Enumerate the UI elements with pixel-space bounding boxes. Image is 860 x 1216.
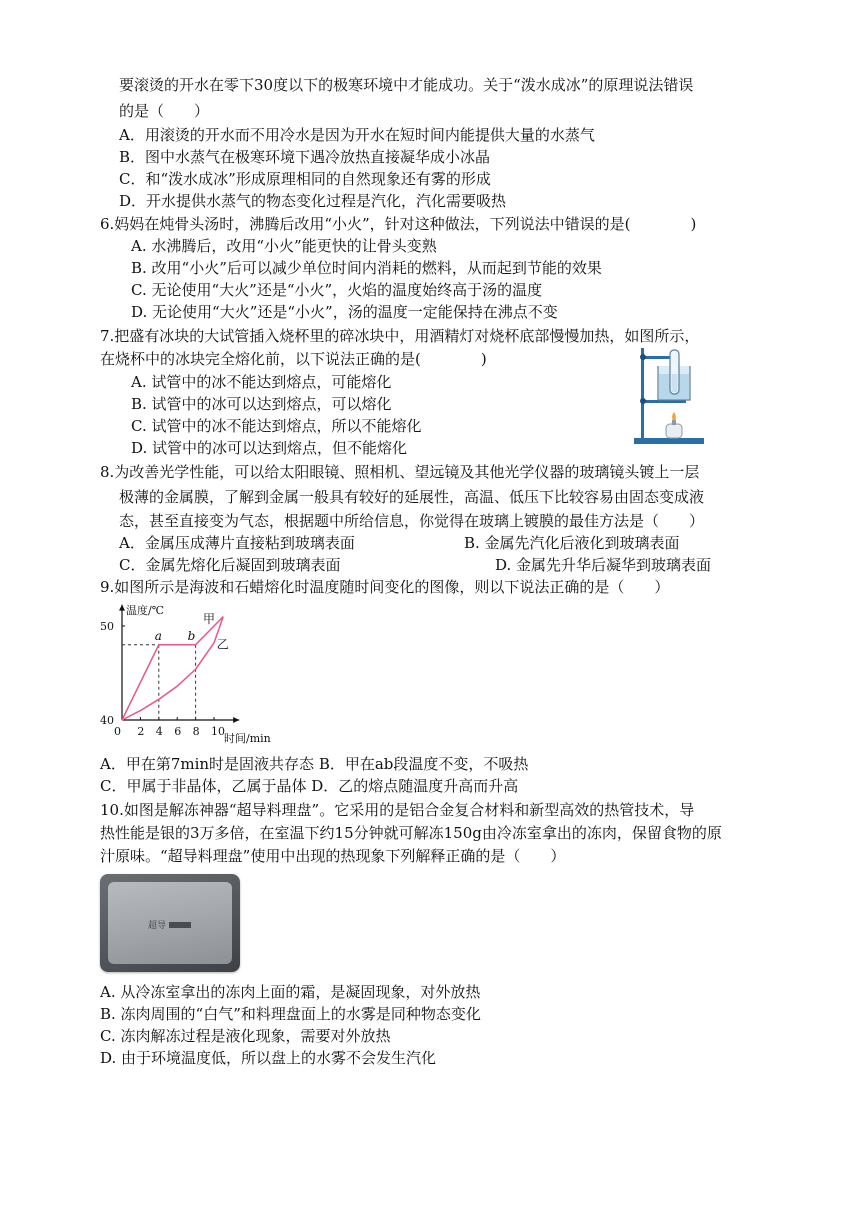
q6-option-c[interactable]: C. 无论使用“大火”还是“小火”，火焰的温度始终高于汤的温度	[131, 281, 543, 299]
point-label-a: a	[154, 628, 162, 643]
q8-option-c[interactable]: C．金属先熔化后凝固到玻璃表面	[119, 556, 341, 574]
lamp-wick	[672, 420, 676, 425]
stand-base	[634, 438, 704, 444]
q8-stem-line3: 态，甚至直接变为气态，根据题中所给信息，你觉得在玻璃上镀膜的最佳方法是（ ）	[119, 512, 705, 530]
x-axis-label: 时间/min	[224, 732, 271, 745]
x-axis-arrow-icon	[233, 717, 239, 723]
q7-stem-line1: 7.把盛有冰块的大试管插入烧杯里的碎冰块中，用酒精灯对烧杯底部慢慢加热，如图所示，	[100, 327, 700, 345]
x-tick-label: 6	[174, 725, 182, 738]
test-tube-ice	[672, 374, 678, 392]
q8-option-a[interactable]: A．金属压成薄片直接粘到玻璃表面	[119, 534, 355, 552]
x-tick-label: 2	[137, 725, 145, 738]
q8-option-b[interactable]: B. 金属先汽化后液化到玻璃表面	[464, 534, 680, 552]
x-tick-label: 0	[114, 725, 121, 738]
q5-option-d[interactable]: D．开水提供水蒸气的物态变化过程是汽化，汽化需要吸热	[119, 192, 507, 210]
q6-stem: 6.妈妈在炖骨头汤时，沸腾后改用“小火”，针对这种做法，下列说法中错误的是( )	[100, 215, 697, 233]
q5-stem-line1: 要滚烫的开水在零下30度以下的极寒环境中才能成功。关于“泼水成冰”的原理说法错误	[119, 76, 694, 94]
x-tick-label: 4	[155, 725, 163, 738]
q9-options-c-d[interactable]: C．甲属于非晶体，乙属于晶体 D．乙的熔点随温度升高而升高	[100, 777, 519, 795]
q10-option-a[interactable]: A. 从冷冻室拿出的冻肉上面的霜，是凝固现象，对外放热	[100, 983, 481, 1001]
tray-logo-text: 超导	[148, 921, 167, 931]
temperature-time-chart	[96, 600, 296, 746]
series-name-jia: 甲	[202, 612, 215, 627]
y-tick-label: 50	[100, 620, 114, 633]
q10-option-d[interactable]: D. 由于环境温度低，所以盘上的水雾不会发生汽化	[100, 1049, 437, 1067]
q7-option-c[interactable]: C. 试管中的冰不能达到熔点，所以不能熔化	[131, 417, 422, 435]
q5-option-b[interactable]: B．图中水蒸气在极寒环境下遇冷放热直接凝华成小冰晶	[119, 148, 491, 166]
tray-logo	[148, 918, 191, 931]
tray-logo-stripe-icon	[169, 922, 191, 928]
x-tick-label: 8	[192, 725, 200, 738]
q5-option-c[interactable]: C．和“泼水成冰”形成原理相同的自然现象还有雾的形成	[119, 170, 491, 188]
lab-apparatus-illustration	[628, 344, 708, 446]
alcohol-lamp	[666, 424, 682, 438]
q7-option-b[interactable]: B. 试管中的冰可以达到熔点，可以熔化	[131, 395, 392, 413]
y-axis-label: 温度/℃	[126, 604, 165, 617]
q9-options-a-b[interactable]: A．甲在第7min时是固液共存态 B．甲在ab段温度不变，不吸热	[100, 755, 529, 773]
point-label-b: b	[187, 628, 196, 643]
q7-option-d[interactable]: D. 试管中的冰可以达到熔点，但不能熔化	[131, 439, 408, 457]
thawing-tray-image	[100, 874, 240, 972]
q8-stem-line1: 8.为改善光学性能，可以给太阳眼镜、照相机、望远镜及其他光学仪器的玻璃镜头镀上一层	[100, 463, 700, 481]
tray-surface	[108, 882, 232, 964]
q10-option-c[interactable]: C. 冻肉解冻过程是液化现象，需要对外放热	[100, 1027, 391, 1045]
y-axis-arrow-icon	[119, 605, 125, 611]
q5-stem-line2: 的是（ ）	[119, 102, 210, 120]
q6-option-d[interactable]: D. 无论使用“大火”还是“小火”，汤的温度一定能保持在沸点不变	[131, 303, 558, 321]
clamp-knob	[640, 354, 646, 360]
q6-option-b[interactable]: B. 改用“小火”后可以减少单位时间内消耗的燃料，从而起到节能的效果	[131, 259, 602, 277]
q5-option-a[interactable]: A．用滚烫的开水而不用冷水是因为开水在短时间内能提供大量的水蒸气	[119, 126, 595, 144]
q6-option-a[interactable]: A. 水沸腾后，改用“小火”能更快的让骨头变熟	[131, 237, 437, 255]
series-name-yi: 乙	[216, 637, 229, 652]
q10-stem-line1: 10.如图是解冻神器“超导料理盘”。它采用的是铝合金复合材料和新型高效的热管技术，导	[100, 801, 695, 819]
q7-option-a[interactable]: A. 试管中的冰不能达到熔点，可能熔化	[131, 373, 392, 391]
q8-stem-line2: 极薄的金属膜，了解到金属一般具有较好的延展性，高温、低压下比较容易由固态变成液	[119, 488, 705, 506]
q7-stem-line2: 在烧杯中的冰块完全熔化前，以下说法正确的是( )	[100, 350, 487, 368]
q10-option-b[interactable]: B. 冻肉周围的“白气”和料理盘面上的水雾是同种物态变化	[100, 1005, 481, 1023]
x-tick-label: 10	[211, 725, 225, 738]
y-tick-label: 40	[100, 714, 114, 727]
ring-knob	[640, 398, 646, 404]
q10-stem-line2: 热性能是银的3万多倍，在室温下约15分钟就可解冻150g由冷冻室拿出的冻肉，保留食物的原	[100, 824, 722, 842]
q10-stem-line3: 汁原味。“超导料理盘”使用中出现的热现象下列解释正确的是（ ）	[100, 847, 566, 865]
q8-option-d[interactable]: D. 金属先升华后凝华到玻璃表面	[495, 556, 712, 574]
stand-rod	[641, 348, 644, 440]
q9-stem: 9.如图所示是海波和石蜡熔化时温度随时间变化的图像，则以下说法正确的是（ ）	[100, 578, 670, 596]
series-line-jia	[122, 617, 223, 720]
